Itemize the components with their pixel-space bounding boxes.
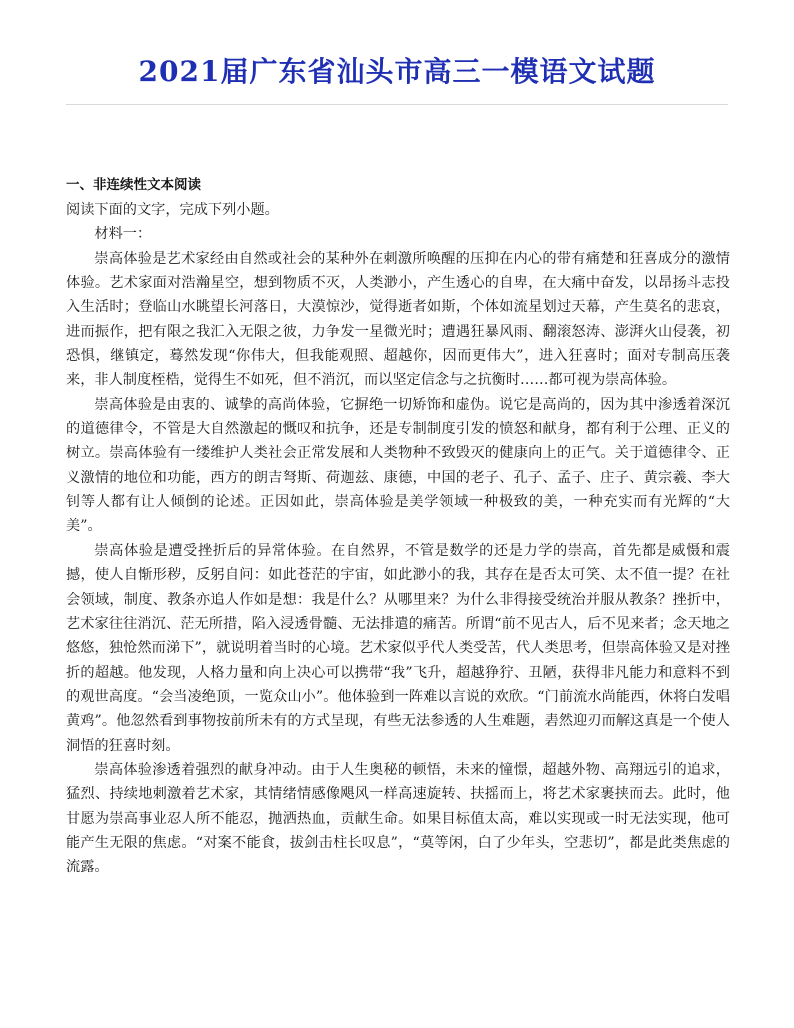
page-title: 2021届广东省汕头市高三一模语文试题 (138, 55, 656, 88)
paragraph: 崇高体验是艺术家经由自然或社会的某种外在刺激所唤醒的压抑在内心的带有痛楚和狂喜成分的激情体验。艺术家面对浩瀚星空，想到物质不灭，人类渺小，产生透心的自卑，在大痛中奋发，以昂扬斗志投入生活时；登临山水眺望长河落日，大漠惊沙，觉得逝者如斯，个体如流星划过天幕，产生莫名的悲哀，进而振作，把有限之我汇入无限之彼，力争发一星微光时；遭遇狂暴风雨、翻滚怒涛、澎湃火山侵袭，初恐惧，继镇定，蓦然发现“你伟大，但我能观照、超越你，因而更伟大”，进入狂喜时；面对专制高压袭来，非人制度桎梏，觉得生不如死，但不消沉，而以坚定信念与之抗衡时……都可视为崇高体验。 (66, 250, 730, 389)
paragraph: 崇高体验是由衷的、诚挚的高尚体验，它摒绝一切矫饰和虚伪。说它是高尚的，因为其中渗透着深沉的道德律令，不管是大自然激起的慨叹和抗争，还是专制制度引发的愤怒和献身，都有利于公理、正义的树立。崇高体验有一缕维护人类社会正常发展和人类物种不致毁灭的健康向上的正气。关于道德律令、正义激情的地位和功能，西方的朗吉弩斯、荷迦兹、康德，中国的老子、孔子、孟子、庄子、黄宗羲、李大钊等人都有让人倾倒的论述。正因如此，崇高体验是美学领域一种极致的美，一种充实而有光辉的“大美”。 (66, 396, 730, 535)
instruction-text: 阅读下面的文字，完成下列小题。 (66, 202, 279, 218)
material-label: 材料一： (94, 226, 152, 243)
section-heading: 一、非连续性文本阅读 (66, 177, 201, 193)
paragraph: 崇高体验是遭受挫折后的异常体验。在自然界，不管是数学的还是力学的崇高，首先都是威慑和震撼，使人自惭形秽，反躬自问：如此苍茫的宇宙，如此渺小的我，其存在是否太可笑、太不值一提？在社会领域，制度、教条亦追人作如是想：我是什么？从哪里来？为什么非得接受统治并服从教条？挫折中，艺术家往往消沉、茫无所措，陷入浸透骨髓、无法排遣的痛苦。所谓“前不见古人，后不见来者；念天地之悠悠，独怆然而涕下”，就说明着当时的心境。艺术家似乎代人类受苦，代人类思考，但崇高体验又是对挫折的超越。他发现，人格力量和向上决心可以携带“我”飞升，超越狰狞、丑陋，获得非凡能力和意料不到的观世高度。“会当凌绝顶，一览众山小”。他体验到一阵难以言说的欢欣。“门前流水尚能西，休将白发唱黄鸡”。他忽然看到事物按前所未有的方式呈现，有些无法参透的人生难题，砉然迎刃而解这真是一个使人洞悟的狂喜时刻。 (66, 542, 730, 754)
paragraph: 崇高体验渗透着强烈的献身冲动。由于人生奥秘的顿悟，未来的憧憬，超越外物、高翔远引的追求，猛烈、持续地刺激着艺术家，其情绪情感像飓风一样高速旋转、扶摇而上，将艺术家裹挟而去。此时，他甘愿为崇高事业忍人所不能忍，抛洒热血，贡献生命。如果目标值太高，难以实现或一时无法实现，他可能产生无限的焦虑。“对案不能食，拔剑击柱长叹息”，“莫等闲，白了少年头，空悲切”，都是此类焦虑的流露。 (66, 761, 730, 876)
title-divider (66, 104, 728, 105)
document-body (66, 172, 730, 880)
